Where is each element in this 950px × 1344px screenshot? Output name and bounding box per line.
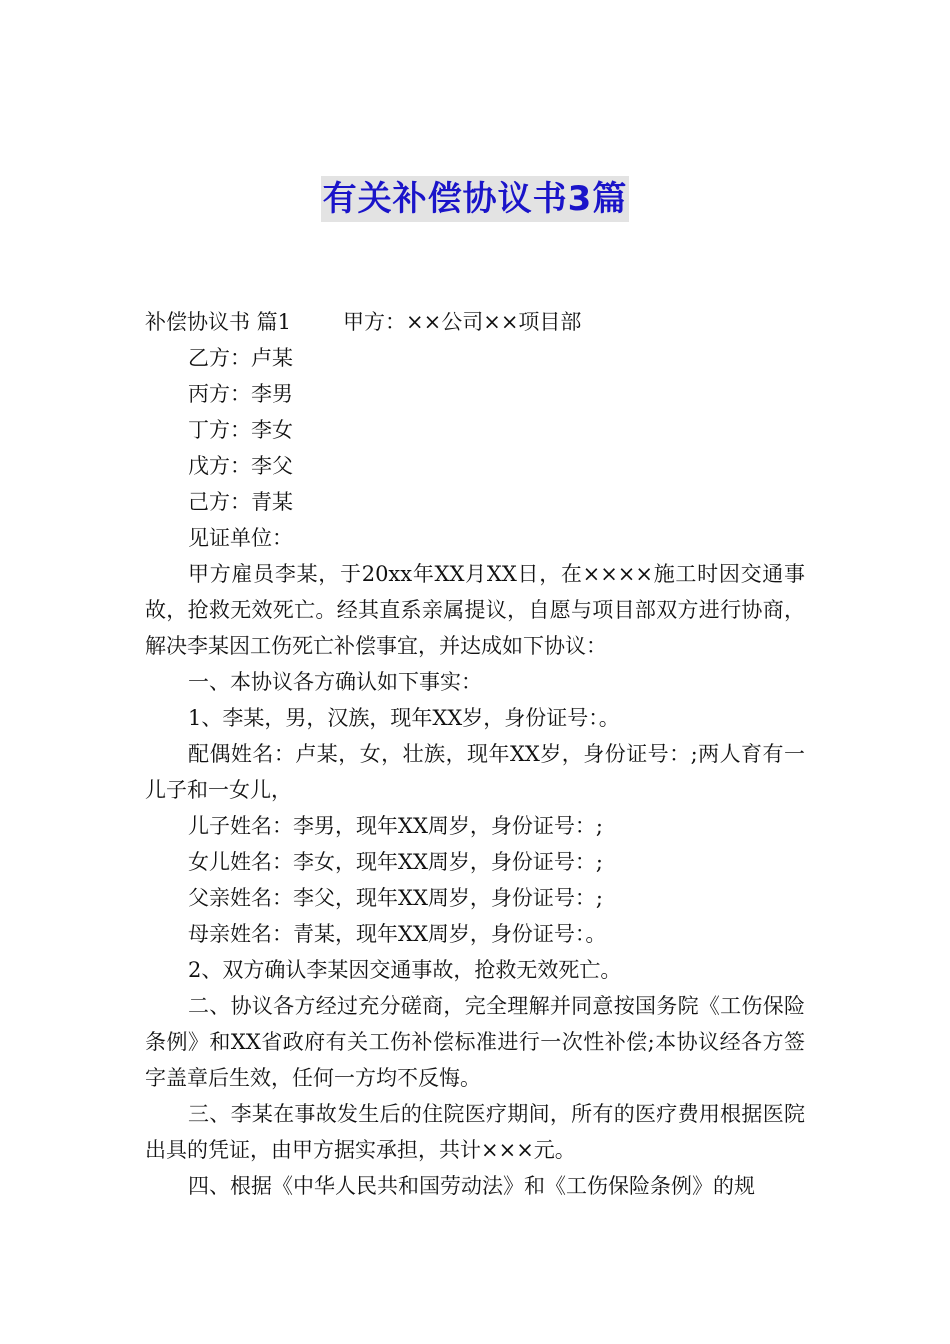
paragraph-son: 儿子姓名：李男，现年XX周岁，身份证号：; <box>188 814 603 838</box>
paragraph-daughter: 女儿姓名：李女，现年XX周岁，身份证号：; <box>188 850 603 874</box>
section-heading: 补偿协议书 篇1 <box>145 310 292 334</box>
paragraph-clause-3: 三、李某在事故发生后的住院医疗期间，所有的医疗费用根据医院出具的凭证，由甲方据实承担，共计×××元。 <box>145 1102 805 1162</box>
witness-unit: 见证单位： <box>188 526 293 550</box>
paragraph-father: 父亲姓名：李父，现年XX周岁，身份证号：; <box>188 886 603 910</box>
document-title: 有关补偿协议书3篇 <box>321 176 630 222</box>
paragraph-clause-2: 二、协议各方经过充分磋商，完全理解并同意按国务院《工伤保险条例》和XX省政府有关工伤补偿标准进行一次性补偿;本协议经各方签字盖章后生效，任何一方均不反悔。 <box>145 994 805 1090</box>
paragraph-fact-2: 2、双方确认李某因交通事故，抢救无效死亡。 <box>188 958 622 982</box>
party-b: 乙方：卢某 <box>188 346 293 370</box>
paragraph-mother: 母亲姓名：青某，现年XX周岁，身份证号：。 <box>188 922 607 946</box>
paragraph-intro: 甲方雇员李某，于20xx年XX月XX日，在××××施工时因交通事故，抢救无效死亡。经其直系亲属提议，自愿与项目部双方进行协商，解决李某因工伤死亡补偿事宜，并达成如下协议： <box>145 562 805 658</box>
document-body <box>145 304 805 1204</box>
party-c: 丙方：李男 <box>188 382 293 406</box>
party-a: 甲方：××公司××项目部 <box>343 310 582 334</box>
first-line <box>145 304 805 340</box>
paragraph-spouse: 配偶姓名：卢某，女，壮族，现年XX岁，身份证号：;两人育有一儿子和一女儿， <box>145 742 805 802</box>
paragraph-fact-1: 1、李某，男，汉族，现年XX岁，身份证号：。 <box>188 706 620 730</box>
party-f: 己方：青某 <box>188 490 293 514</box>
party-d: 丁方：李女 <box>188 418 293 442</box>
party-e: 戊方：李父 <box>188 454 293 478</box>
paragraph-clause-4: 四、根据《中华人民共和国劳动法》和《工伤保险条例》的规 <box>188 1174 755 1198</box>
title-container <box>0 176 950 222</box>
paragraph-facts-heading: 一、本协议各方确认如下事实： <box>188 670 482 694</box>
